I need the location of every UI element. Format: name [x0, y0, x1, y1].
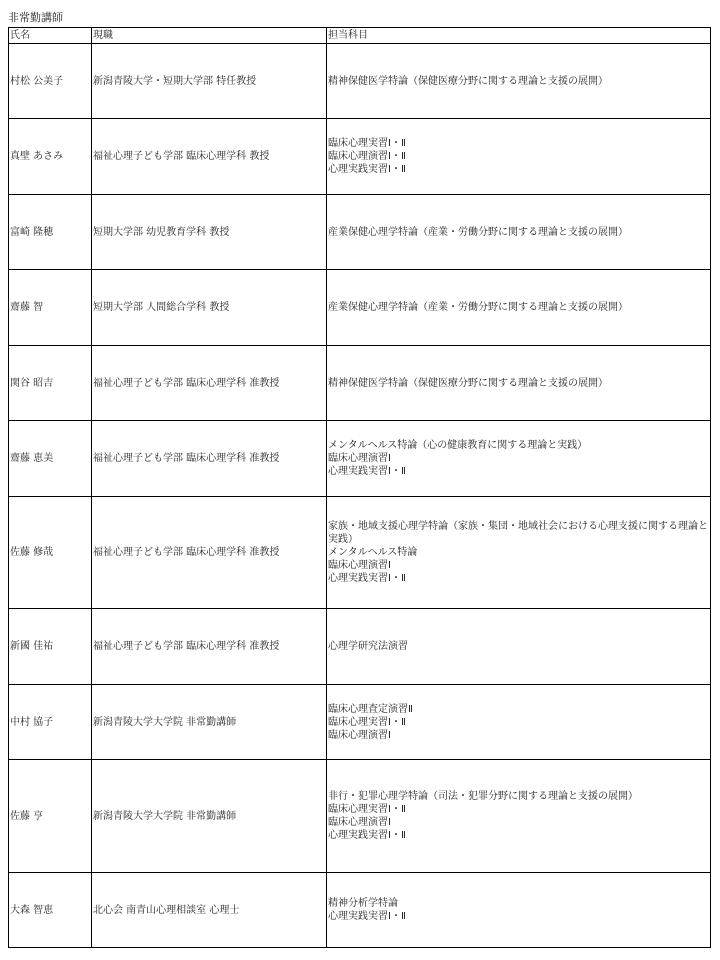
cell-name: 富崎 隆穂 — [9, 195, 92, 270]
subject-line: メンタルヘルス特論 — [328, 547, 418, 558]
subject-line: 産業保健心理学特論（産業・労働分野に関する理論と支援の展開） — [328, 302, 628, 313]
subject-line: 家族・地域支援心理学特論（家族・集団・地域社会における心理支援に関する理論と実践） — [328, 521, 708, 545]
cell-subjects — [327, 421, 711, 497]
cell-position: 新潟青陵大学・短期大学部 特任教授 — [92, 44, 327, 119]
cell-name: 中村 協子 — [9, 685, 92, 760]
table-row — [9, 760, 711, 873]
instructor-table — [8, 27, 711, 948]
table-row — [9, 270, 711, 346]
header-subjects: 担当科目 — [327, 28, 711, 44]
cell-subjects — [327, 497, 711, 609]
subject-line: 心理実践実習Ⅰ・Ⅱ — [328, 164, 406, 175]
cell-subjects — [327, 760, 711, 873]
subject-line: 心理実践実習Ⅰ・Ⅱ — [328, 466, 406, 477]
cell-position: 福祉心理子ども学部 臨床心理学科 教授 — [92, 119, 327, 195]
table-row — [9, 609, 711, 685]
cell-position: 新潟青陵大学大学院 非常勤講師 — [92, 685, 327, 760]
cell-position: 福祉心理子ども学部 臨床心理学科 准教授 — [92, 609, 327, 685]
cell-subjects — [327, 195, 711, 270]
cell-position: 短期大学部 人間総合学科 教授 — [92, 270, 327, 346]
table-header-row — [9, 28, 711, 44]
subject-line: 臨床心理演習Ⅰ — [328, 729, 391, 741]
subject-line: 臨床心理演習Ⅰ — [328, 817, 391, 828]
cell-name: 新國 佳祐 — [9, 609, 92, 685]
page-caption: 非常勤講師 — [8, 11, 63, 24]
header-name: 氏名 — [9, 28, 92, 44]
cell-subjects — [327, 119, 711, 195]
cell-name: 大森 智恵 — [9, 873, 92, 948]
header-position: 現職 — [92, 28, 327, 44]
table-row — [9, 346, 711, 421]
subject-line: 心理実践実習Ⅰ・Ⅱ — [328, 911, 406, 922]
cell-subjects — [327, 685, 711, 760]
subject-line: 産業保健心理学特論（産業・労働分野に関する理論と支援の展開） — [328, 226, 628, 238]
cell-name: 真壁 あさみ — [9, 119, 92, 195]
subject-line: 心理実践実習Ⅰ・Ⅱ — [328, 830, 406, 841]
table-row — [9, 873, 711, 948]
subject-line: 精神保健医学特論（保健医療分野に関する理論と支援の展開） — [328, 75, 608, 87]
cell-subjects — [327, 44, 711, 119]
subject-line: メンタルヘルス特論（心の健康教育に関する理論と実践） — [328, 440, 588, 451]
cell-position: 新潟青陵大学大学院 非常勤講師 — [92, 760, 327, 873]
subject-line: 臨床心理査定演習Ⅱ — [328, 703, 413, 715]
cell-position: 短期大学部 幼児教育学科 教授 — [92, 195, 327, 270]
table-row — [9, 497, 711, 609]
table-row — [9, 685, 711, 760]
subject-line: 臨床心理実習Ⅰ・Ⅱ — [328, 138, 406, 149]
subject-line: 心理実践実習Ⅰ・Ⅱ — [328, 573, 406, 584]
cell-subjects — [327, 609, 711, 685]
subject-line: 非行・犯罪心理学特論（司法・犯罪分野に関する理論と支援の展開） — [328, 791, 638, 802]
cell-position: 北心会 南青山心理相談室 心理士 — [92, 873, 327, 948]
subject-line: 精神分析学特論 — [328, 898, 398, 909]
subject-line: 精神保健医学特論（保健医療分野に関する理論と支援の展開） — [328, 377, 608, 389]
cell-name: 村松 公美子 — [9, 44, 92, 119]
subject-line: 臨床心理演習Ⅰ — [328, 453, 391, 464]
cell-subjects — [327, 873, 711, 948]
cell-position: 福祉心理子ども学部 臨床心理学科 准教授 — [92, 497, 327, 609]
table-row — [9, 195, 711, 270]
table-row — [9, 44, 711, 119]
cell-subjects — [327, 346, 711, 421]
subject-line: 臨床心理実習Ⅰ・Ⅱ — [328, 804, 406, 815]
cell-position: 福祉心理子ども学部 臨床心理学科 准教授 — [92, 346, 327, 421]
cell-name: 齋藤 恵美 — [9, 421, 92, 497]
cell-name: 佐藤 修哉 — [9, 497, 92, 609]
cell-name: 関谷 昭吉 — [9, 346, 92, 421]
subject-line: 臨床心理実習Ⅰ・Ⅱ — [328, 716, 406, 728]
subject-line: 臨床心理演習Ⅰ — [328, 560, 391, 571]
subject-line: 心理学研究法演習 — [328, 641, 408, 652]
cell-name: 佐藤 亨 — [9, 760, 92, 873]
subject-line: 臨床心理演習Ⅰ・Ⅱ — [328, 151, 406, 162]
table-row — [9, 119, 711, 195]
cell-subjects — [327, 270, 711, 346]
table-row — [9, 421, 711, 497]
cell-position: 福祉心理子ども学部 臨床心理学科 准教授 — [92, 421, 327, 497]
cell-name: 齋藤 智 — [9, 270, 92, 346]
